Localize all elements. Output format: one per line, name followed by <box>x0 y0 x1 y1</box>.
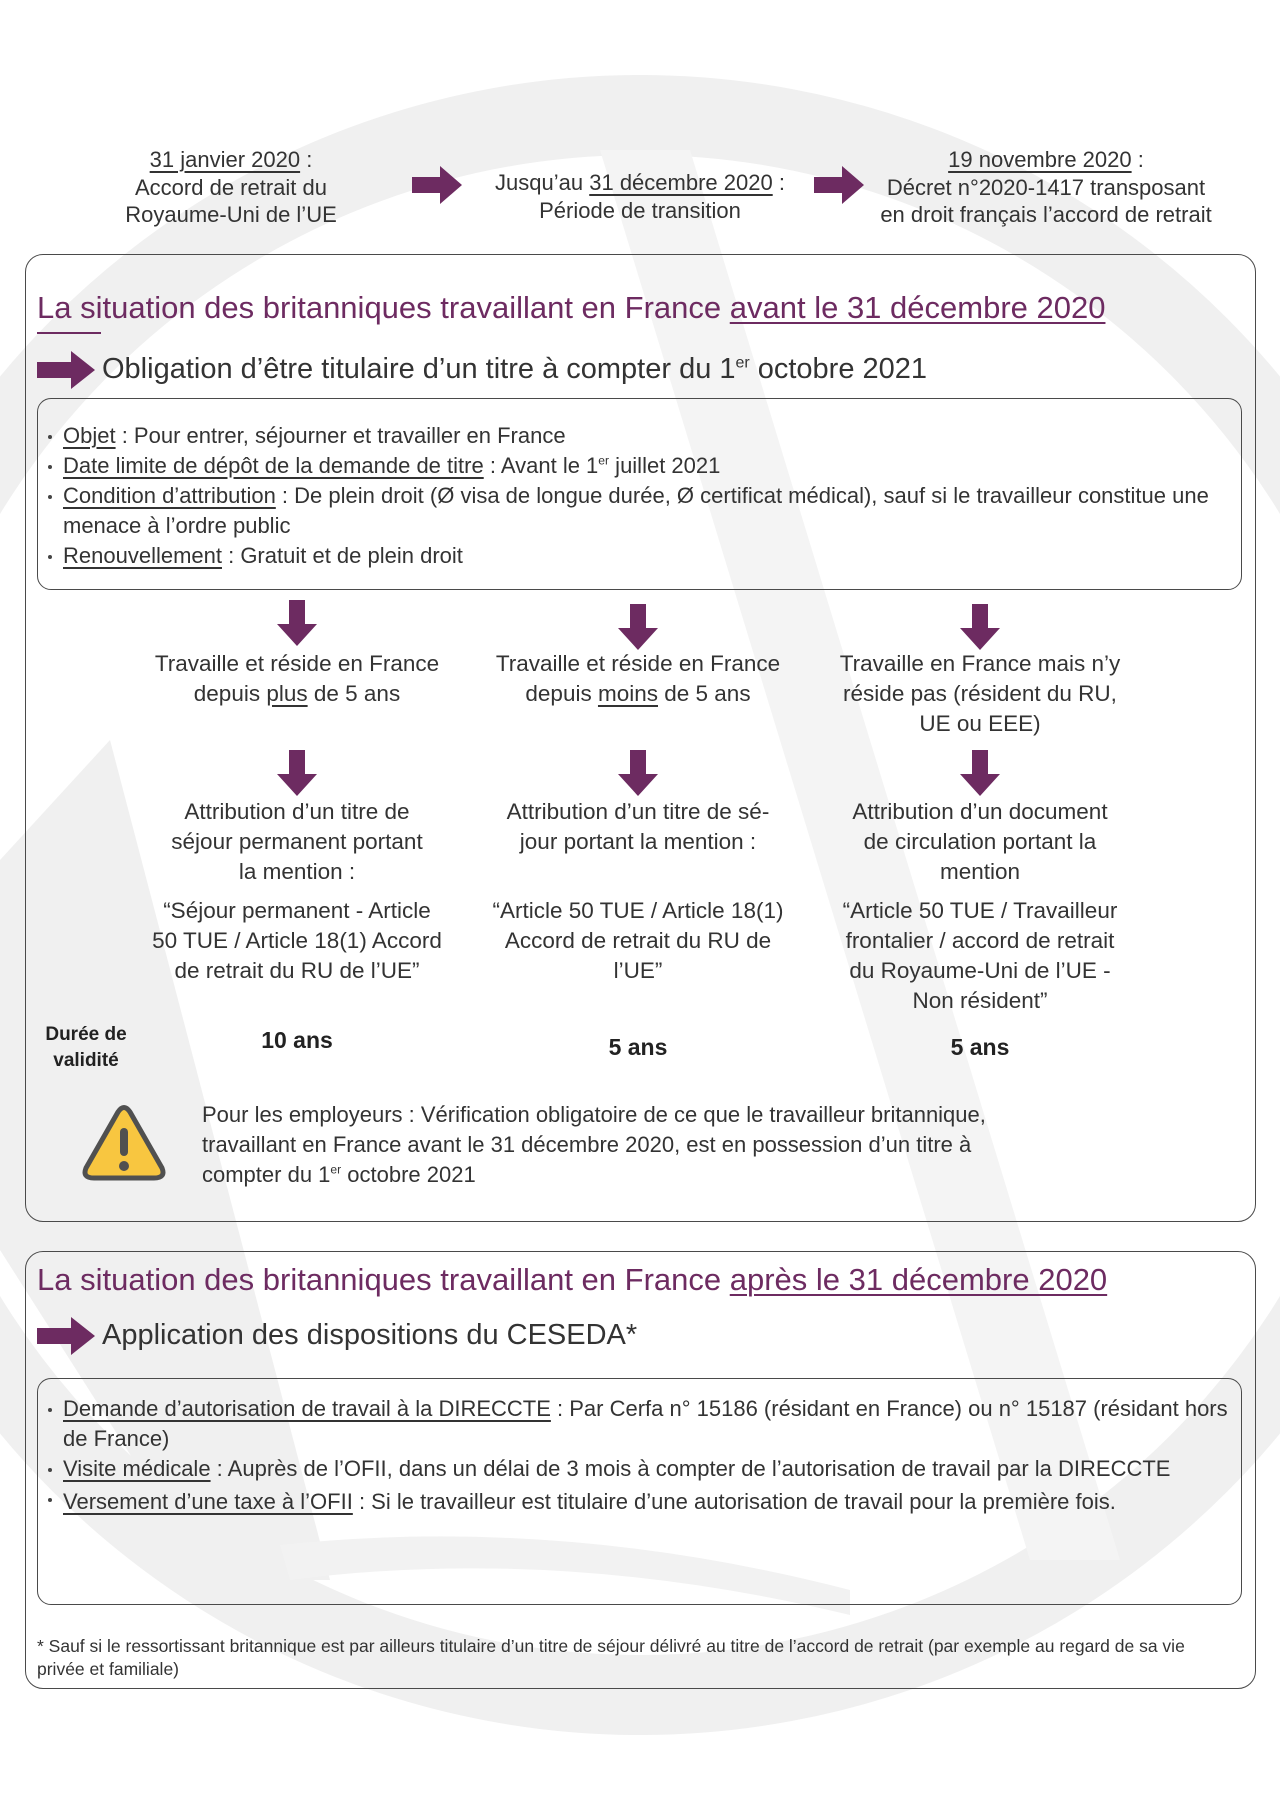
bullet-label: Objet <box>63 423 116 448</box>
down-arrow-icon <box>960 750 1000 796</box>
timeline-step-heading: 19 novembre 2020 : <box>948 147 1144 172</box>
timeline-step-line: en droit français l’accord de retrait <box>880 202 1212 227</box>
timeline-date: 31 décembre 2020 <box>589 170 773 195</box>
timeline-step-line: Royaume-Uni de l’UE <box>125 202 337 227</box>
bullet-label: Renouvellement <box>63 543 222 568</box>
situation-less-than-5-years: Travaille et réside en France depuis moins de 5 ans <box>495 651 781 706</box>
timeline-step-line: Décret n°2020-1417 transposant <box>886 174 1206 200</box>
validity-value: 5 ans <box>608 1034 668 1060</box>
list-item: Condition d’attribution : De plein droit (Ø visa de longue durée, Ø certificat médical), sauf si le travailleur constitue une menace à l’ordre public <box>46 481 1230 541</box>
validity-label: Durée de validité <box>45 1024 127 1071</box>
timeline-step-line: Période de transition <box>539 197 741 223</box>
right-arrow-icon <box>412 166 462 204</box>
bullet-label: Versement d’une taxe à l’OFII <box>63 1489 353 1514</box>
timeline-step-3 <box>846 146 1246 229</box>
section1-title-date: avant le 31 décembre 2020 <box>729 290 1106 325</box>
timeline-step-1 <box>81 146 381 229</box>
section1-conditions-list <box>46 421 1230 571</box>
down-arrow-icon <box>277 600 317 646</box>
list-item: Renouvellement : Gratuit et de plein droit <box>46 541 1230 571</box>
timeline-date: 19 novembre 2020 <box>948 147 1132 172</box>
right-arrow-icon <box>37 351 95 389</box>
section2-subtitle: Application des dispositions du CESEDA* <box>102 1319 638 1351</box>
down-arrow-icon <box>618 750 658 796</box>
list-item: Demande d’autorisation de travail à la DIRECCTE : Par Cerfa n° 15186 (résidant en France) ou n° 15187 (résidant hors de France) <box>46 1394 1230 1454</box>
timeline-step-heading: 31 janvier 2020 : <box>149 147 313 172</box>
validity-value: 10 ans <box>261 1027 333 1053</box>
attribution-permanent: Attribution d’un titre de séjour permanent portant la mention : <box>171 799 423 884</box>
timeline-step-line: Accord de retrait du <box>135 174 327 200</box>
footnote: * Sauf si le ressortissant britannique est par ailleurs titulaire d’un titre de séjour délivré au titre de l’accord de retrait (par exemple au regard de sa vie privée et familiale) <box>37 1636 1185 1679</box>
list-item: Date limite de dépôt de la demande de titre : Avant le 1er juillet 2021 <box>46 451 1230 481</box>
list-item: Versement d’une taxe à l’OFII : Si le travailleur est titulaire d’une autorisation de travail pour la première fois. <box>46 1484 1230 1520</box>
bullet-label: Visite médicale <box>63 1456 211 1481</box>
attribution-residence: Attribution d’un titre de sé- jour portant la mention : <box>506 799 770 854</box>
down-arrow-icon <box>277 750 317 796</box>
right-arrow-icon <box>37 1317 95 1355</box>
timeline-step-heading: Jusqu’au 31 décembre 2020 : <box>495 170 785 195</box>
list-item: Visite médicale : Auprès de l’OFII, dans un délai de 3 mois à compter de l’autorisation de travail par la DIRECCTE <box>46 1454 1230 1484</box>
list-item: Objet : Pour entrer, séjourner et travailler en France <box>46 421 1230 451</box>
section1-subtitle: Obligation d’être titulaire d’un titre à compter du 1er octobre 2021 <box>102 353 928 385</box>
situation-more-than-5-years: Travaille et réside en France depuis plus de 5 ans <box>154 651 440 706</box>
down-arrow-icon <box>618 604 658 650</box>
title-accent-line <box>37 332 101 334</box>
timeline-step-2 <box>470 169 810 224</box>
timeline-date: 31 janvier 2020 <box>149 147 301 172</box>
employer-warning-text: Pour les employeurs : Vérification obligatoire de ce que le travailleur britannique, travaillant en France avant le 31 décembre 2020, est en possession d’un titre à compter du 1er octobre 2021 <box>202 1102 986 1187</box>
mention-residence: “Article 50 TUE / Article 18(1) Accord de retrait du RU de l’UE” <box>492 898 784 983</box>
mention-permanent: “Séjour permanent - Article 50 TUE / Article 18(1) Accord de retrait du RU de l’UE” <box>152 898 442 983</box>
section1-title: La situation des britanniques travaillant en France avant le 31 décembre 2020 <box>37 290 1106 325</box>
situation-non-resident: Travaille en France mais n’y réside pas (résident du RU, UE ou EEE) <box>839 651 1121 736</box>
bullet-label: Condition d’attribution <box>63 483 276 508</box>
section2-title: La situation des britanniques travaillant en France après le 31 décembre 2020 <box>37 1262 1108 1297</box>
warning-icon <box>82 1104 166 1182</box>
section2-conditions-list <box>46 1394 1230 1520</box>
down-arrow-icon <box>960 604 1000 650</box>
bullet-label: Date limite de dépôt de la demande de titre <box>63 453 484 478</box>
attribution-circulation: Attribution d’un document de circulation portant la mention <box>852 799 1108 884</box>
section2-title-date: après le 31 décembre 2020 <box>729 1262 1108 1297</box>
bullet-label: Demande d’autorisation de travail à la DIRECCTE <box>63 1396 551 1421</box>
mention-non-resident: “Article 50 TUE / Travailleur frontalier / accord de retrait du Royaume-Uni de l’UE - Non résident” <box>842 898 1118 1013</box>
validity-value: 5 ans <box>950 1034 1010 1060</box>
